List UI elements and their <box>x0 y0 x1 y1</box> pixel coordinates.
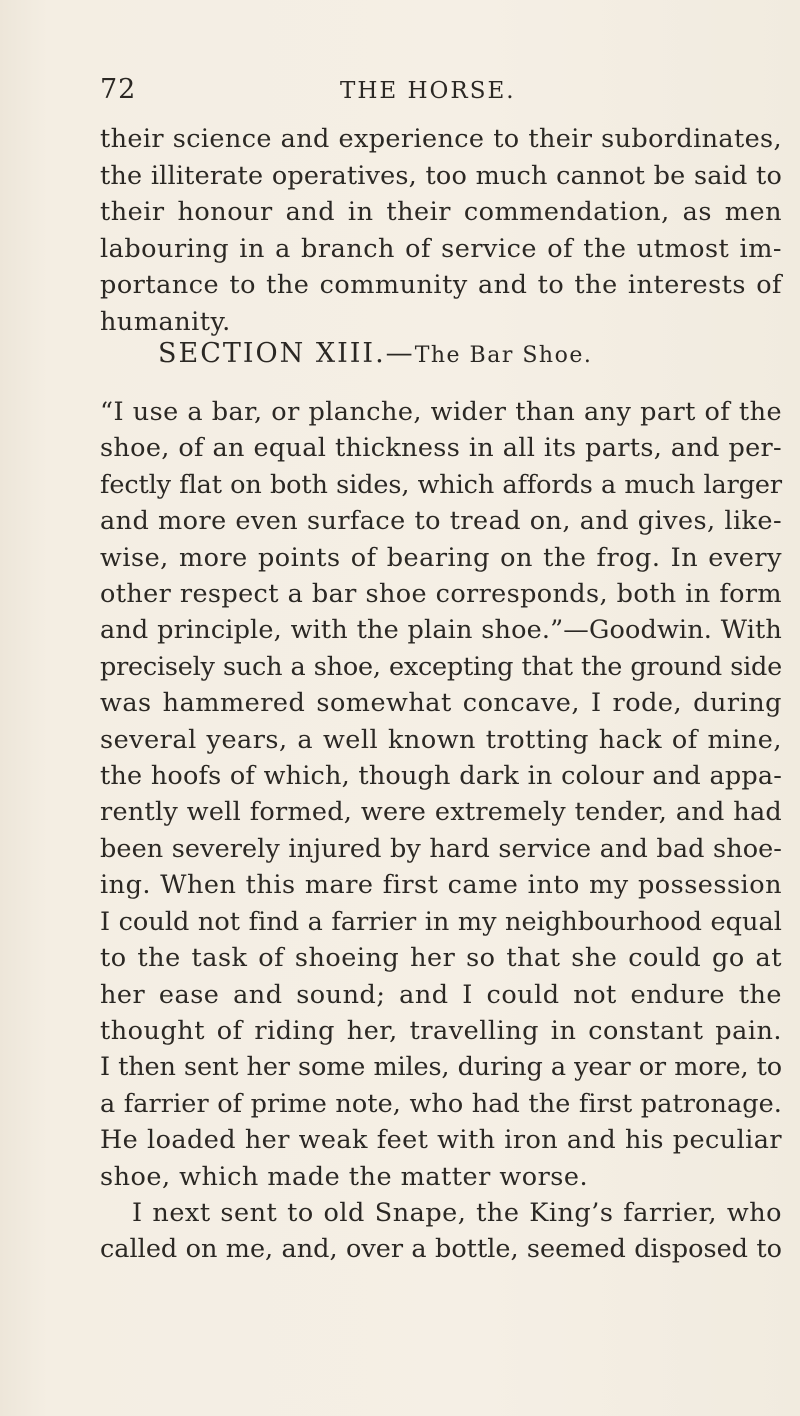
text-line: their honour and in their commendation, as men <box>100 197 782 228</box>
text-line: a farrier of prime note, who had the first patronage. <box>100 1088 782 1119</box>
text-line: the illiterate operatives, too much cannot be said to <box>100 160 782 191</box>
text-line: rently well formed, were extremely tender, and had <box>100 797 782 828</box>
running-head: THE HORSE. <box>340 78 516 104</box>
text-line: portance to the community and to the interests of <box>100 270 782 301</box>
text-line: the hoofs of which, though dark in colour and appa- <box>100 761 782 792</box>
page-number: 72 <box>100 74 137 105</box>
text-line: been severely injured by hard service and bad shoe- <box>100 833 782 864</box>
text-line: other respect a bar shoe corresponds, both in form <box>100 579 782 610</box>
text-line: wise, more points of bearing on the frog. In every <box>100 542 782 573</box>
text-line: and principle, with the plain shoe.”—Goodwin. With <box>100 615 782 646</box>
text-line: was hammered somewhat concave, I rode, during <box>100 688 782 719</box>
page-header <box>100 74 780 114</box>
text-line: shoe, of an equal thickness in all its parts, and per- <box>100 433 782 464</box>
section-heading <box>158 338 592 369</box>
text-line: “I use a bar, or planche, wider than any part of the <box>100 397 782 427</box>
text-line: called on me, and, over a bottle, seemed disposed to <box>100 1234 782 1265</box>
section-number: SECTION XIII.— <box>158 338 415 369</box>
text-line: labouring in a branch of service of the utmost im- <box>100 233 782 264</box>
text-line: and more even surface to tread on, and gives, like- <box>100 506 782 537</box>
text-line: several years, a well known trotting hack of mine, <box>100 724 782 755</box>
intro-paragraph <box>100 121 782 341</box>
section-title: The Bar Shoe. <box>414 343 593 368</box>
text-line: their science and experience to their subordinates, <box>100 124 782 154</box>
body-paragraph <box>100 394 782 1268</box>
text-line: precisely such a shoe, excepting that the ground side <box>100 651 782 682</box>
text-line: ing. When this mare first came into my possession <box>100 870 782 901</box>
text-line: I then sent her some miles, during a year or more, to <box>100 1052 782 1083</box>
text-line: I next sent to old Snape, the King’s farrier, who <box>132 1197 782 1228</box>
text-line: fectly flat on both sides, which affords a much larger <box>100 469 782 500</box>
text-line: to the task of shoeing her so that she could go at <box>100 943 782 974</box>
text-line: her ease and sound; and I could not endure the <box>100 979 782 1010</box>
text-line: thought of riding her, travelling in constant pain. <box>100 1015 782 1046</box>
text-line: shoe, which made the matter worse. <box>100 1161 589 1192</box>
text-line: humanity. <box>100 306 231 337</box>
text-line: I could not find a farrier in my neighbourhood equal <box>100 906 782 937</box>
text-line: He loaded her weak feet with iron and his peculiar <box>100 1125 782 1156</box>
